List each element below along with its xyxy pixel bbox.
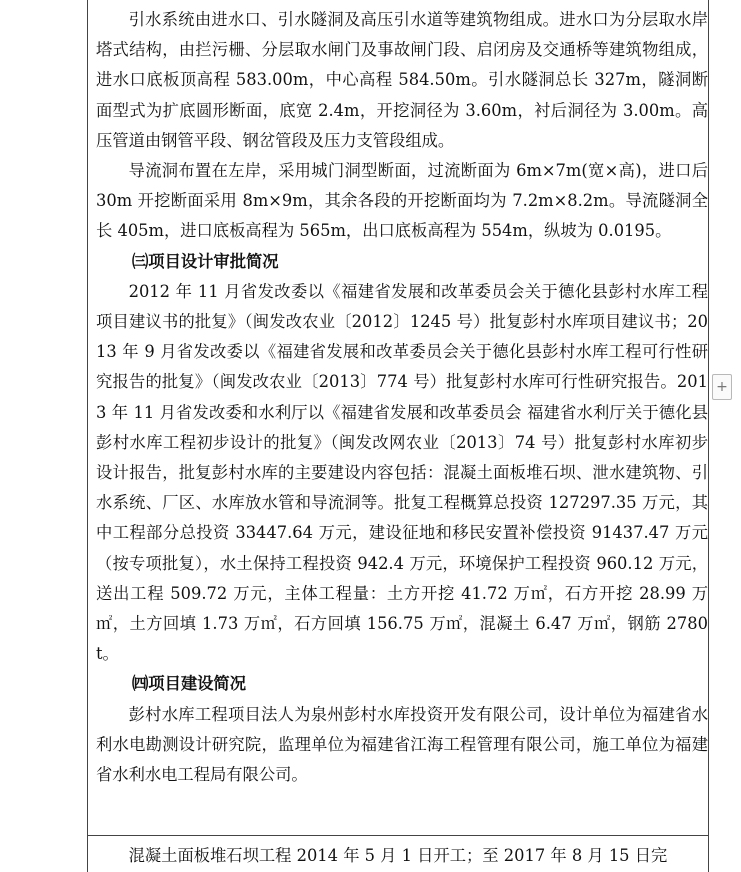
paragraph-dam-construction: 混凝土面板堆石坝工程 2014 年 5 月 1 日开工；至 2017 年 8 月 15 日完 <box>128 846 668 865</box>
paragraph-diversion-tunnel: 导流洞布置在左岸，采用城门洞型断面，过流断面为 6m×7m(宽×高)，进口后 30m 开挖断面采用 8m×9m，其余各段的开挖断面均为 7.2m×8.2m。导流隧洞全长 405m，进口底板高程为 565m，出口底板高程为 554m，纵坡为 0.0195。 <box>96 161 708 241</box>
next-table-cell <box>87 836 709 872</box>
paragraph-design-approval: 2012 年 11 月省发改委以《福建省发展和改革委员会关于德化县彭村水库工程项目建议书的批复》（闽发改农业〔2012〕1245 号）批复彭村水库项目建议书；2013 年 9 月省发改委以《福建省发展和改革委员会关于德化县彭村水库工程可行性研究报告的批复》（闽发改农业〔2013〕774 号）批复彭村水库可行性研究报告。2013 年 11 月省发改委和水利厅以《福建省发展和改革委员会 福建省水利厅关于德化县彭村水库工程初步设计的批复》（闽发改网农业〔2013〕74 号）批复彭村水库初步设计报告，批复彭村水库的主要建设内容包括：混凝土面板堆石坝、泄水建筑物、引水系统、厂区、水库放水管和导流洞等。批复工程概算总投资 127297.35 万元，其中工程部分总投资 33447.64 万元，建设征地和移民安置补偿投资 91437.47 万元（按专项批复），水土保持工程投资 942.4 万元，环境保护工程投资 960.12 万元，送出工程 509.72 万元，主体工程量：土方开挖 41.72 万㎡，石方开挖 28.99 万㎡，土方回填 1.73 万㎡，石方回填 156.75 万㎡，混凝土 6.47 万㎡，钢筋 2780t。 <box>96 281 708 664</box>
section-heading-design-approval: ㈢项目设计审批简况 <box>132 251 279 271</box>
paragraph-construction: 彭村水库工程项目法人为泉州彭村水库投资开发有限公司，设计单位为福建省水利水电勘测设计研究院，监理单位为福建省江海工程管理有限公司，施工单位为福建省水利水电工程局有限公司。 <box>96 704 708 785</box>
expand-plus-icon[interactable]: + <box>712 374 732 400</box>
section-heading-construction: ㈣项目建设简况 <box>132 674 246 694</box>
document-body <box>96 5 708 790</box>
paragraph-diversion-system: 引水系统由进水口、引水隧洞及高压引水道等建筑物组成。进水口为分层取水岸塔式结构，由拦污栅、分层取水闸门及事故闸门段、启闭房及交通桥等建筑物组成，进水口底板顶高程 583.00m，中心高程 584.50m。引水隧洞总长 327m，隧洞断面型式为扩底圆形断面，底宽 2.4m，开挖洞径为 3.60m，衬后洞径为 3.00m。高压管道由钢管平段、钢岔管段及压力支管段组成。 <box>96 10 708 150</box>
